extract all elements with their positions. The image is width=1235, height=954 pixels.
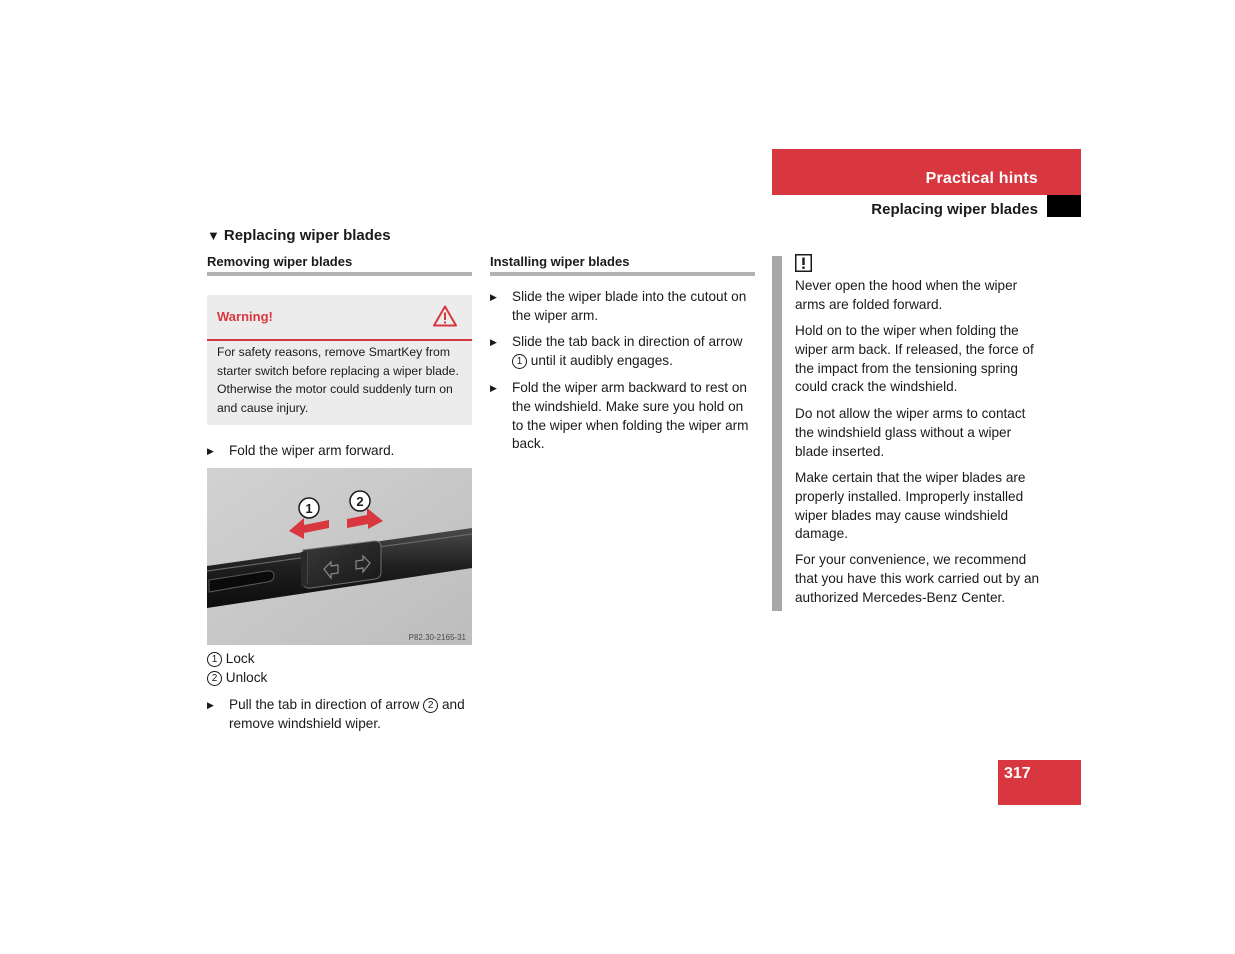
step-pull-tab: [207, 696, 475, 734]
notice-bar: [772, 256, 782, 611]
step-text: Fold the wiper arm backward to rest on the windshield. Make sure you hold on to the wiper when folding the wiper arm back.: [512, 380, 749, 452]
figure-callout-1: 1: [305, 501, 313, 516]
heading-triangle-icon: ▼: [207, 228, 220, 243]
page-number: 317: [1004, 765, 1031, 782]
figure-callout-2: 2: [356, 494, 364, 509]
legend-label: Lock: [225, 651, 255, 666]
bullet-arrow-icon: ▶: [490, 337, 497, 347]
step-fold-backward: [490, 379, 755, 454]
notice-paragraph: For your convenience, we recommend that you have this work carried out by an authorized Mercedes-Benz Center.: [795, 552, 1040, 605]
warning-box: [207, 295, 472, 425]
warning-text: For safety reasons, remove SmartKey from starter switch before replacing a wiper blade. Otherwise the motor could suddenly turn on and cause injury.: [217, 345, 459, 415]
header-marker-block: [1047, 195, 1081, 217]
figure-code: P82.30-2165-31: [408, 633, 466, 642]
notice-paragraph: Make certain that the wiper blades are properly installed. Improperly installed wiper blades may cause windshield damage.: [795, 470, 1026, 542]
arrow-number: 2: [423, 698, 438, 713]
bullet-arrow-icon: ▶: [207, 446, 214, 456]
bullet-arrow-icon: ▶: [207, 700, 214, 710]
main-heading: [207, 227, 391, 244]
legend-number: 2: [207, 671, 222, 686]
warning-title: Warning!: [217, 309, 273, 324]
legend-item-unlock: [207, 669, 267, 688]
step-slide-tab: [490, 333, 755, 371]
step-fold-forward: [207, 442, 472, 461]
subheading-rule: [490, 272, 755, 276]
bullet-arrow-icon: ▶: [490, 383, 497, 393]
step-text-before: Slide the tab back in direction of arrow: [512, 334, 743, 349]
step-text: Slide the wiper blade into the cutout on the wiper arm.: [512, 289, 747, 323]
legend-number: 1: [207, 652, 222, 667]
warning-divider: [207, 339, 472, 341]
wiper-figure: [207, 468, 472, 645]
main-heading-text: Replacing wiper blades: [223, 227, 391, 244]
step-text-after: until it audibly engages.: [530, 352, 673, 368]
step-slide-blade: [490, 288, 755, 326]
warning-triangle-icon: [433, 305, 457, 327]
legend-label: Unlock: [225, 670, 268, 685]
notice-paragraph: Do not allow the wiper arms to contact the windshield glass without a wiper blade inserted.: [795, 406, 1026, 459]
subheading-rule: [207, 272, 472, 276]
notice-exclamation-icon: [795, 254, 812, 272]
removing-subheading: Removing wiper blades: [207, 254, 353, 269]
subsection-title: Replacing wiper blades: [871, 201, 1038, 218]
bullet-arrow-icon: ▶: [490, 292, 497, 302]
notice-paragraph: Hold on to the wiper when folding the wiper arm back. If released, the force of the impact from the tensioning spring could crack the windshield.: [795, 323, 1034, 395]
legend-item-lock: [207, 650, 255, 669]
step-text: Fold the wiper arm forward.: [229, 443, 395, 458]
step-text-after: and remove windshield wiper.: [229, 697, 465, 731]
notice-paragraph: Never open the hood when the wiper arms are folded forward.: [795, 278, 1018, 312]
step-text-before: Pull the tab in direction of arrow: [229, 697, 420, 712]
arrow-number: 1: [512, 354, 527, 369]
section-title: Practical hints: [925, 170, 1038, 187]
installing-subheading: Installing wiper blades: [490, 254, 630, 269]
